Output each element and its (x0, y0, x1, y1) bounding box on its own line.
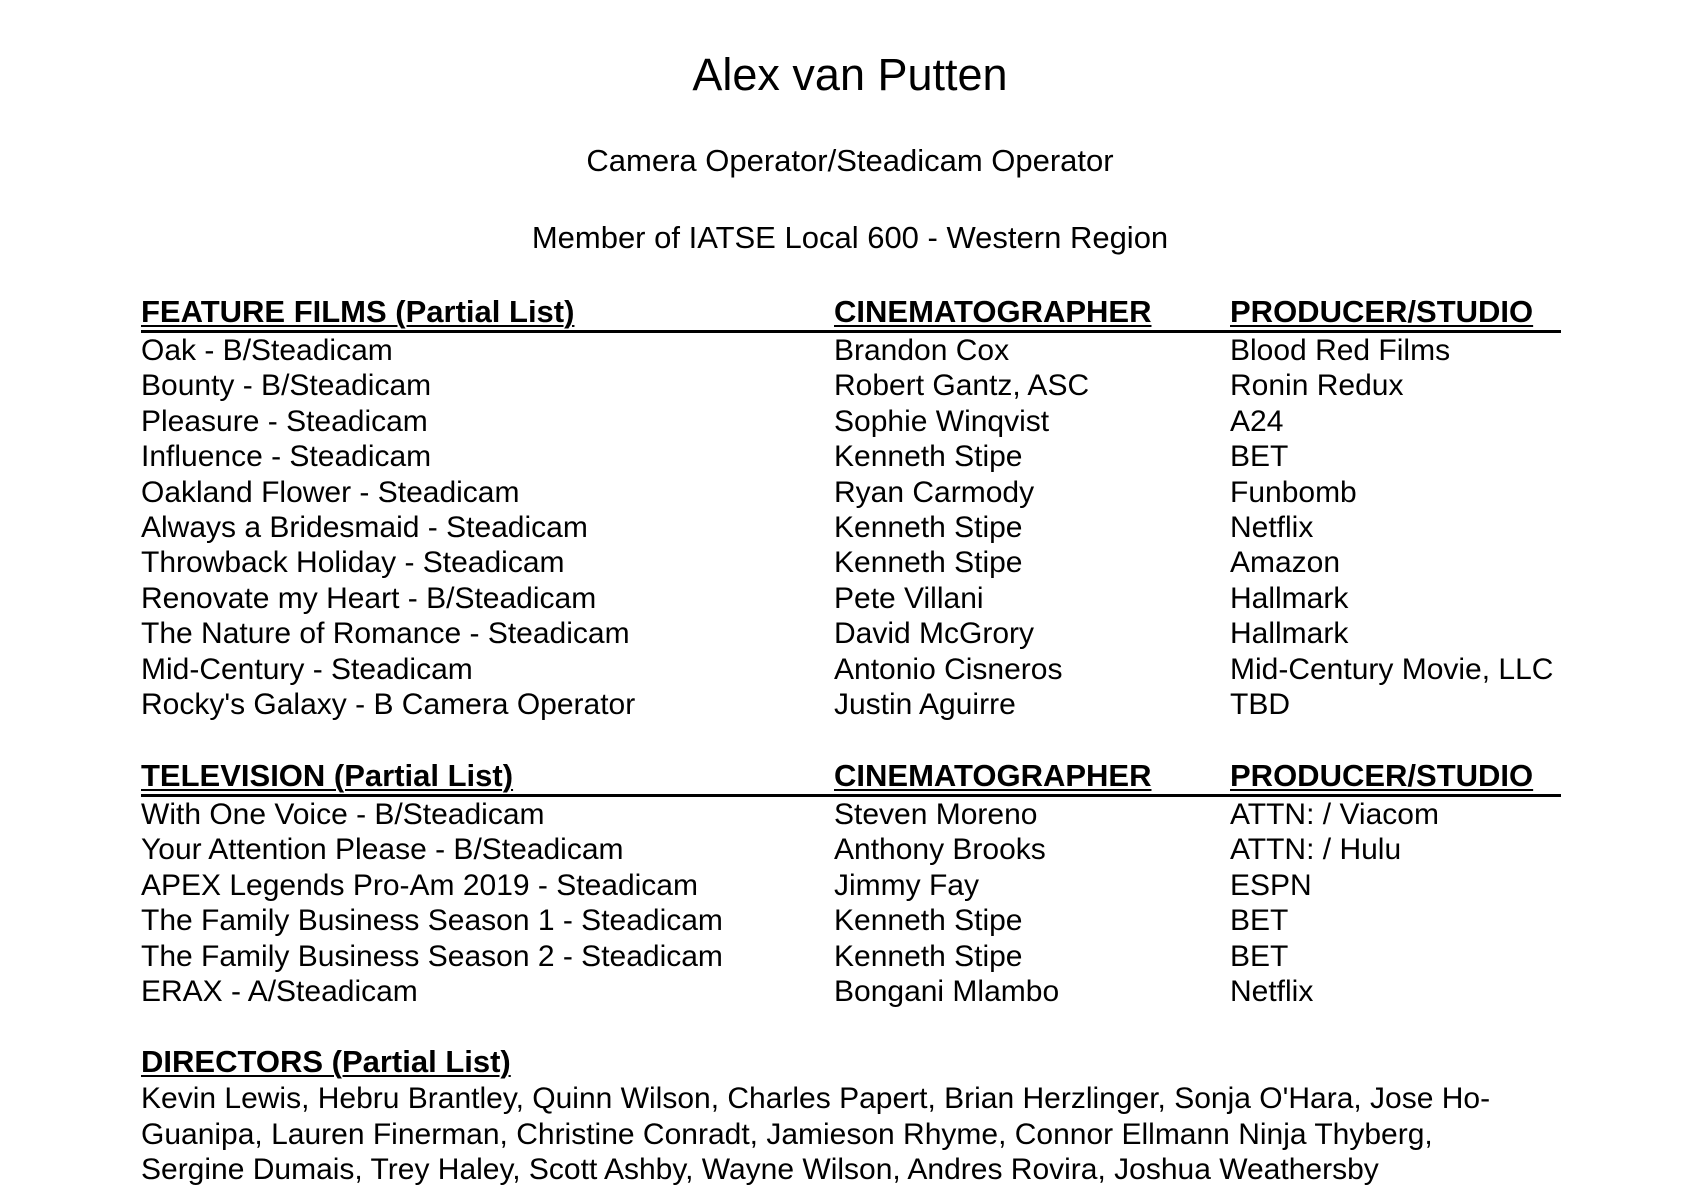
table-row (141, 832, 1561, 867)
table-row (141, 939, 1561, 974)
cinematographer-name: David McGrory (834, 617, 1035, 651)
table-row (141, 974, 1561, 1009)
cinematographer-name: Steven Moreno (834, 798, 1038, 831)
producer-studio-name: Amazon (1230, 546, 1341, 580)
project-title: Throwback Holiday - Steadicam (141, 546, 565, 580)
cinematographer-name: Robert Gantz, ASC (834, 369, 1090, 403)
table-row (141, 333, 1561, 368)
project-title: APEX Legends Pro-Am 2019 - Steadicam (141, 868, 698, 902)
feature-films-header-row (141, 294, 1561, 333)
feature-films-section (141, 294, 1561, 722)
project-title: Bounty - B/Steadicam (141, 369, 432, 403)
project-title: Pleasure - Steadicam (141, 404, 428, 438)
cinematographer-name: Kenneth Stipe (834, 510, 1023, 544)
cinematographer-name: Bongani Mlambo (834, 974, 1060, 1008)
resume-union: Member of IATSE Local 600 - Western Region (531, 220, 1169, 255)
project-title: The Family Business Season 2 - Steadicam (141, 939, 723, 973)
table-row (141, 475, 1561, 510)
producer-studio-name: BET (1230, 440, 1289, 474)
table-row (141, 439, 1561, 474)
cinematographer-name: Antonio Cisneros (834, 652, 1063, 686)
table-row (141, 545, 1561, 580)
television-header-row (141, 758, 1561, 797)
producer-studio-name: Ronin Redux (1230, 369, 1404, 403)
producer-studio-name: ESPN (1230, 868, 1312, 902)
table-row (141, 652, 1561, 687)
project-title: Renovate my Heart - B/Steadicam (141, 581, 597, 615)
project-title: The Nature of Romance - Steadicam (141, 617, 630, 651)
project-title: Rocky's Galaxy - B Camera Operator (141, 687, 636, 721)
cinematographer-name: Anthony Brooks (834, 833, 1046, 867)
table-row (141, 404, 1561, 439)
feature-films-list (141, 333, 1561, 722)
project-title: Always a Bridesmaid - Steadicam (141, 510, 588, 544)
producer-studio-name: Funbomb (1230, 475, 1357, 509)
producer-studio-heading: PRODUCER/STUDIO (1230, 294, 1534, 329)
producer-studio-name: Hallmark (1230, 581, 1349, 615)
cinematographer-heading: CINEMATOGRAPHER (834, 294, 1152, 329)
project-title: Oak - B/Steadicam (141, 334, 393, 367)
directors-section (141, 1043, 1561, 1188)
cinematographer-name: Ryan Carmody (834, 475, 1035, 509)
cinematographer-name: Jimmy Fay (834, 868, 979, 902)
table-row (141, 868, 1561, 903)
table-row (141, 581, 1561, 616)
producer-studio-name: ATTN: / Hulu (1230, 833, 1402, 867)
cinematographer-name: Kenneth Stipe (834, 939, 1023, 973)
producer-studio-name: TBD (1230, 687, 1290, 721)
television-section (141, 758, 1561, 1009)
project-title: Influence - Steadicam (141, 440, 432, 474)
table-row (141, 616, 1561, 651)
table-row (141, 687, 1561, 722)
cinematographer-name: Kenneth Stipe (834, 546, 1023, 580)
cinematographer-name: Pete Villani (834, 581, 984, 615)
television-list (141, 797, 1561, 1009)
producer-studio-name: Mid-Century Movie, LLC (1230, 652, 1554, 686)
table-row (141, 797, 1561, 832)
project-title: The Family Business Season 1 - Steadicam (141, 904, 723, 938)
producer-studio-name: Netflix (1230, 510, 1314, 544)
cinematographer-heading: CINEMATOGRAPHER (834, 758, 1152, 793)
producer-studio-heading: PRODUCER/STUDIO (1230, 758, 1534, 793)
project-title: Oakland Flower - Steadicam (141, 475, 520, 509)
directors-list: Kevin Lewis, Hebru Brantley, Quinn Wilson, Charles Papert, Brian Herzlinger, Sonja O'Hara, Jose Ho-Guanipa, Lauren Finerman, Christine Conradt, Jamieson Rhyme, Connor Ellmann Ninja Thyberg, Sergine Dumais, Trey Haley, Scott Ashby, Wayne Wilson, Andres Rovira, Joshua Weathersby (141, 1082, 1491, 1186)
project-title: ERAX - A/Steadicam (141, 974, 418, 1008)
feature-films-heading: FEATURE FILMS (Partial List) (141, 294, 575, 329)
table-row (141, 368, 1561, 403)
project-title: Mid-Century - Steadicam (141, 652, 473, 686)
resume-role: Camera Operator/Steadicam Operator (586, 143, 1114, 178)
cinematographer-name: Brandon Cox (834, 334, 1010, 367)
producer-studio-name: Netflix (1230, 974, 1314, 1008)
cinematographer-name: Kenneth Stipe (834, 904, 1023, 938)
project-title: Your Attention Please - B/Steadicam (141, 833, 624, 867)
television-heading: TELEVISION (Partial List) (141, 758, 514, 793)
resume-name: Alex van Putten (692, 49, 1008, 100)
project-title: With One Voice - B/Steadicam (141, 798, 545, 831)
producer-studio-name: A24 (1230, 404, 1284, 438)
producer-studio-name: BET (1230, 904, 1289, 938)
table-row (141, 903, 1561, 938)
producer-studio-name: ATTN: / Viacom (1230, 798, 1439, 831)
producer-studio-name: Hallmark (1230, 617, 1349, 651)
cinematographer-name: Justin Aguirre (834, 687, 1016, 721)
producer-studio-name: BET (1230, 939, 1289, 973)
cinematographer-name: Kenneth Stipe (834, 440, 1023, 474)
directors-heading: DIRECTORS (Partial List) (141, 1044, 511, 1079)
cinematographer-name: Sophie Winqvist (834, 404, 1050, 438)
producer-studio-name: Blood Red Films (1230, 334, 1451, 367)
table-row (141, 510, 1561, 545)
